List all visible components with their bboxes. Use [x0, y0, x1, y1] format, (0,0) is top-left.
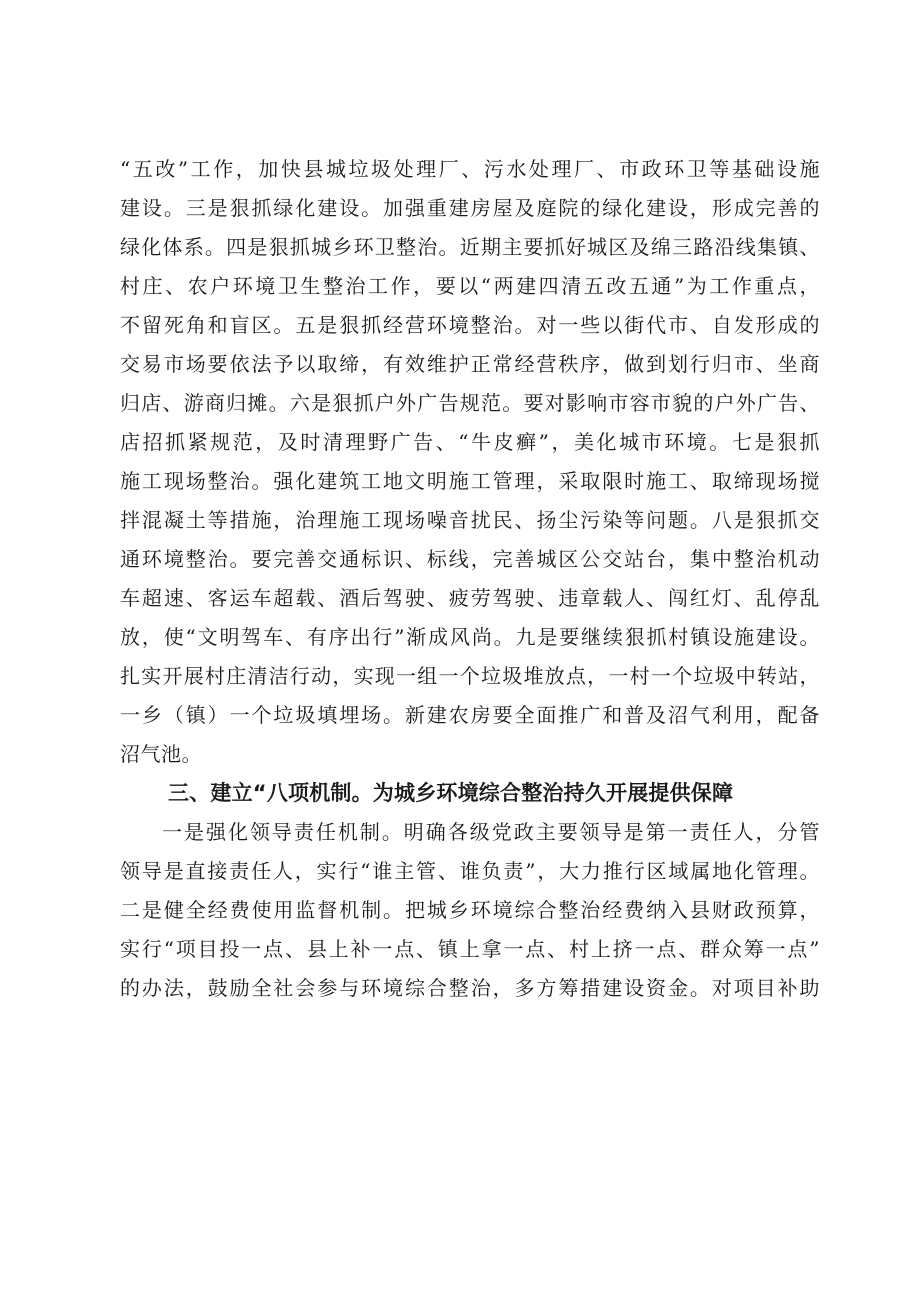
text-line: 店招抓紧规范，及时清理野广告、“牛皮癣”，美化城市环境。七是狠抓	[120, 430, 820, 454]
text-line: 二是健全经费使用监督机制。把城乡环境综合整治经费纳入县财政预算，	[120, 898, 820, 922]
text-line: “五改”工作，加快县城垃圾处理厂、污水处理厂、市政环卫等基础设施	[120, 157, 820, 181]
section-heading: 三、建立“八项机制。为城乡环境综合整治持久开展提供保障	[168, 781, 734, 805]
text-line: 扎实开展村庄清洁行动，实现一组一个垃圾堆放点，一村一个垃圾中转站，	[120, 664, 820, 688]
text-line: 实行“项目投一点、县上补一点、镇上拿一点、村上挤一点、群众筹一点”	[120, 937, 820, 961]
text-line: 一乡（镇）一个垃圾填埋场。新建农房要全面推广和普及沼气利用，配备	[120, 703, 820, 727]
text-line: 村庄、农户环境卫生整治工作，要以“两建四清五改五通”为工作重点，	[120, 274, 820, 298]
text-line: 拌混凝土等措施，治理施工现场噪音扰民、扬尘污染等问题。八是狠抓交	[120, 508, 820, 532]
text-line: 施工现场整治。强化建筑工地文明施工管理，采取限时施工、取缔现场搅	[120, 469, 820, 493]
body-text	[120, 150, 820, 1008]
text-line: 沼气池。	[120, 742, 202, 766]
text-line: 不留死角和盲区。五是狠抓经营环境整治。对一些以街代市、自发形成的	[120, 313, 820, 337]
text-line: 的办法，鼓励全社会参与环境综合整治，多方筹措建设资金。对项目补助	[120, 976, 820, 1000]
text-line: 归店、游商归摊。六是狠抓户外广告规范。要对影响市容市貌的户外广告、	[120, 391, 820, 415]
text-line: 建设。三是狠抓绿化建设。加强重建房屋及庭院的绿化建设，形成完善的	[120, 196, 820, 220]
text-line: 一是强化领导责任机制。明确各级党政主要领导是第一责任人，分管	[162, 820, 820, 844]
text-line: 交易市场要依法予以取缔，有效维护正常经营秩序，做到划行归市、坐商	[120, 352, 820, 376]
text-line: 通环境整治。要完善交通标识、标线，完善城区公交站台，集中整治机动	[120, 547, 820, 571]
text-line: 绿化体系。四是狠抓城乡环卫整治。近期主要抓好城区及绵三路沿线集镇、	[120, 235, 820, 259]
text-line: 放，使“文明驾车、有序出行”渐成风尚。九是要继续狠抓村镇设施建设。	[120, 625, 820, 649]
text-line: 领导是直接责任人，实行“谁主管、谁负责”，大力推行区域属地化管理。	[120, 859, 820, 883]
text-line: 车超速、客运车超载、酒后驾驶、疲劳驾驶、违章载人、闯红灯、乱停乱	[120, 586, 820, 610]
